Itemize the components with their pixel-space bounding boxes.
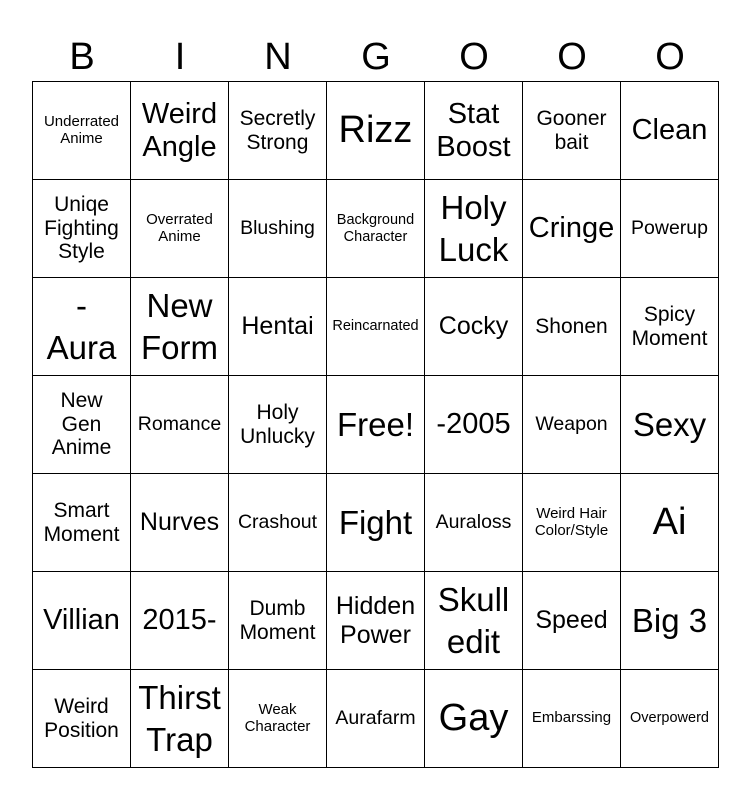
bingo-cell[interactable]: Dumb Moment (229, 572, 327, 670)
header-letter-6: O (557, 36, 587, 78)
bingo-cell[interactable]: Hentai (229, 278, 327, 376)
header-letter-4: G (361, 36, 391, 78)
bingo-cell[interactable]: Skull edit (425, 572, 523, 670)
bingo-cell[interactable]: Aurafarm (327, 670, 425, 768)
bingo-cell[interactable]: Blushing (229, 180, 327, 278)
bingo-cell[interactable]: New Gen Anime (33, 376, 131, 474)
bingo-cell[interactable]: Uniqe Fighting Style (33, 180, 131, 278)
bingo-cell[interactable]: Free! (327, 376, 425, 474)
bingo-cell[interactable]: Villian (33, 572, 131, 670)
bingo-cell[interactable]: Thirst Trap (131, 670, 229, 768)
bingo-cell[interactable]: Weird Hair Color/Style (523, 474, 621, 572)
bingo-cell[interactable]: Stat Boost (425, 82, 523, 180)
bingo-cell[interactable]: Auraloss (425, 474, 523, 572)
bingo-cell[interactable]: Gooner bait (523, 82, 621, 180)
bingo-cell[interactable]: Weird Angle (131, 82, 229, 180)
header-letter-2: I (174, 36, 186, 78)
bingo-cell[interactable]: Overpowerd (621, 670, 719, 768)
header-letter-7: O (655, 36, 685, 78)
bingo-cell[interactable]: Powerup (621, 180, 719, 278)
bingo-cell[interactable]: Clean (621, 82, 719, 180)
bingo-cell[interactable]: Weapon (523, 376, 621, 474)
bingo-cell[interactable]: 2015- (131, 572, 229, 670)
bingo-cell[interactable]: Gay (425, 670, 523, 768)
bingo-cell[interactable]: Fight (327, 474, 425, 572)
bingo-cell[interactable]: Romance (131, 376, 229, 474)
bingo-cell[interactable]: Background Character (327, 180, 425, 278)
bingo-cell[interactable]: Smart Moment (33, 474, 131, 572)
bingo-cell[interactable]: Shonen (523, 278, 621, 376)
bingo-cell[interactable]: Weird Position (33, 670, 131, 768)
bingo-cell[interactable]: Sexy (621, 376, 719, 474)
bingo-cell[interactable]: Holy Luck (425, 180, 523, 278)
header-letter-1: B (69, 36, 95, 78)
bingo-cell[interactable]: Ai (621, 474, 719, 572)
bingo-cell[interactable]: New Form (131, 278, 229, 376)
bingo-cell[interactable]: Embarssing (523, 670, 621, 768)
bingo-cell[interactable]: Big 3 (621, 572, 719, 670)
bingo-cell[interactable]: -2005 (425, 376, 523, 474)
bingo-cell[interactable]: Cocky (425, 278, 523, 376)
bingo-cell[interactable]: Crashout (229, 474, 327, 572)
bingo-cell[interactable]: Hidden Power (327, 572, 425, 670)
bingo-cell[interactable]: Holy Unlucky (229, 376, 327, 474)
bingo-cell[interactable]: Underrated Anime (33, 82, 131, 180)
bingo-cell[interactable]: Cringe (523, 180, 621, 278)
bingo-cell[interactable]: Nurves (131, 474, 229, 572)
bingo-cell[interactable]: Reincarnated (327, 278, 425, 376)
header-letter-3: N (264, 36, 292, 78)
bingo-cell[interactable]: Rizz (327, 82, 425, 180)
bingo-board (32, 81, 719, 768)
header-letter-5: O (459, 36, 489, 78)
bingo-cell[interactable]: Spicy Moment (621, 278, 719, 376)
bingo-cell[interactable]: - Aura (33, 278, 131, 376)
bingo-cell[interactable]: Weak Character (229, 670, 327, 768)
bingo-header (33, 32, 719, 82)
bingo-cell[interactable]: Speed (523, 572, 621, 670)
bingo-cell[interactable]: Overrated Anime (131, 180, 229, 278)
bingo-cell[interactable]: Secretly Strong (229, 82, 327, 180)
